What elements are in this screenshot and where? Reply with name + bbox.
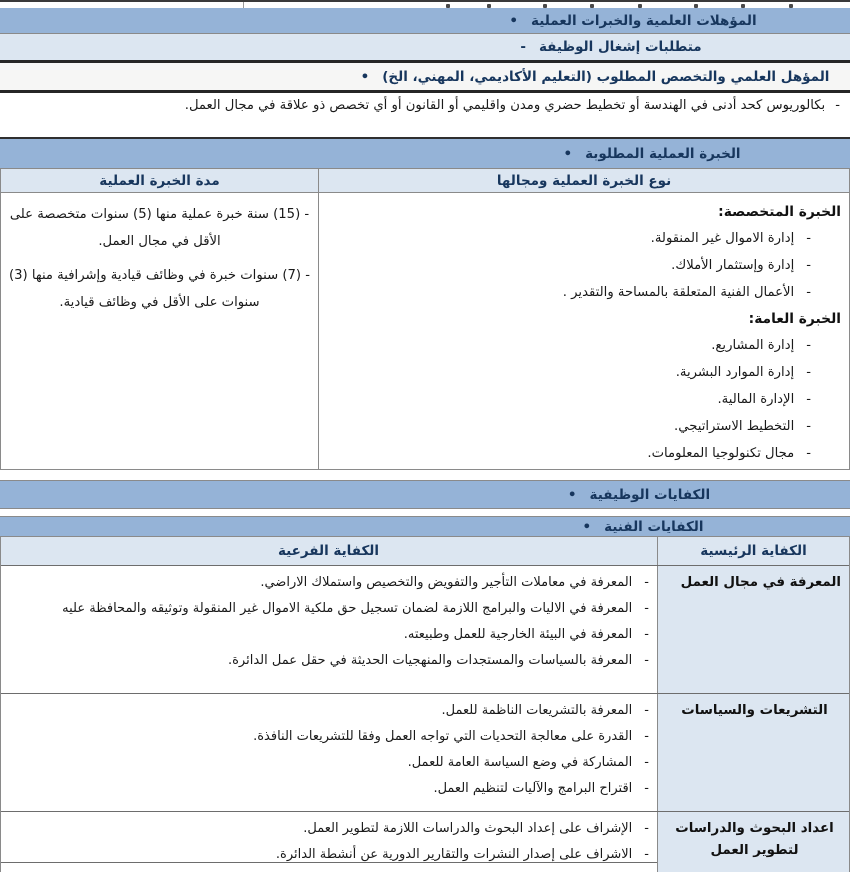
experience-table-body	[1, 193, 849, 470]
list-item-text: إدارة المشاريع.	[711, 338, 795, 353]
list-item	[327, 225, 841, 252]
competencies-table-header	[1, 537, 849, 566]
bullet-icon: •	[582, 518, 592, 535]
list-item-text: المعرفة في معاملات التأجير والتفويض والتخصيص واستملاك الاراضي.	[260, 575, 633, 590]
dash-icon: -	[806, 392, 811, 407]
section-header-qualifications-label: المؤهلات العلمية والخبرات العملية	[531, 12, 757, 29]
main-competency-cell: المعرفة في مجال العمل	[657, 566, 849, 693]
list-item-text: الإشراف على إعداد البحوث والدراسات اللازمة لتطوير العمل.	[303, 821, 633, 836]
section-header-functional-competencies	[0, 480, 850, 509]
section-header-practical-experience-label: الخبرة العملية المطلوبة	[585, 145, 741, 162]
list-item	[327, 332, 841, 359]
section-header-academic-qualification	[0, 63, 850, 90]
dash-icon: -	[644, 729, 649, 744]
duration-item: - (7) سنوات خبرة في وظائف قيادية وإشرافية منها (3) سنوات على الأقل في وظائف قيادية.	[7, 262, 312, 316]
list-item-text: المعرفة في الاليات والبرامج اللازمة لضمان تسجيل حق ملكية الاموال غير المنقولة وتوثيقه والمحافظة عليه	[62, 601, 633, 616]
section-header-functional-competencies-label: الكفايات الوظيفية	[589, 486, 711, 503]
dash-icon: -	[520, 39, 526, 55]
bullet-icon: •	[567, 486, 577, 503]
list-item	[6, 570, 649, 596]
competencies-table	[0, 537, 850, 872]
list-item	[327, 359, 841, 386]
experience-duration-cell	[1, 193, 318, 469]
dash-icon: -	[806, 285, 811, 300]
dash-icon: -	[644, 847, 649, 862]
list-item	[327, 440, 841, 467]
table-row	[1, 694, 849, 812]
bullet-icon: •	[509, 12, 519, 29]
list-item	[327, 413, 841, 440]
row-spacer	[0, 470, 850, 480]
list-item-text: اقتراح البرامج والآليات لتنظيم العمل.	[433, 781, 633, 796]
sub-competency-cell	[0, 812, 657, 868]
table-row	[1, 812, 849, 863]
list-item-text: القدرة على معالجة التحديات التي تواجه العمل وفقا للتشريعات النافذة.	[253, 729, 633, 744]
table-row	[1, 566, 849, 694]
dash-icon: -	[644, 601, 649, 616]
bullet-icon: •	[563, 145, 573, 162]
section-header-job-requirements	[0, 34, 850, 60]
sub-competency-cell-partial	[0, 863, 657, 872]
experience-duration-header: مدة الخبرة العملية	[99, 172, 220, 189]
list-item	[6, 816, 649, 842]
experience-type-cell	[318, 193, 849, 469]
dash-icon: -	[644, 703, 649, 718]
list-item	[6, 776, 649, 802]
bullet-icon: •	[360, 68, 370, 85]
list-item	[327, 279, 841, 306]
experience-type-header: نوع الخبرة العملية ومجالها	[318, 169, 849, 192]
dash-icon: -	[644, 821, 649, 836]
list-item-text: الإدارة المالية.	[717, 392, 795, 407]
section-header-practical-experience	[0, 137, 850, 169]
specialized-experience-list	[327, 225, 841, 306]
main-competency-cell-partial	[657, 863, 849, 872]
row-spacer	[0, 509, 850, 516]
section-header-qualifications	[0, 8, 850, 34]
sub-competency-cell	[0, 694, 657, 811]
section-header-academic-qualification-label: المؤهل العلمي والتخصص المطلوب (التعليم الأكاديمي، المهني، الخ)	[382, 68, 830, 85]
list-item-text: التخطيط الاستراتيجي.	[674, 419, 795, 434]
dash-icon: -	[644, 653, 649, 668]
main-competency-header: الكفاية الرئيسية	[657, 537, 849, 565]
list-item-text: إدارة وإستثمار الأملاك.	[671, 258, 795, 273]
list-item	[6, 596, 649, 622]
list-item	[327, 386, 841, 413]
list-item	[6, 750, 649, 776]
experience-table-header	[1, 169, 849, 193]
dash-icon: -	[835, 98, 840, 113]
dash-icon: -	[644, 755, 649, 770]
list-item-text: الاشراف على إصدار النشرات والتقارير الدورية عن أنشطة الدائرة.	[275, 847, 633, 862]
dash-icon: -	[806, 419, 811, 434]
dash-icon: -	[806, 231, 811, 246]
dash-icon: -	[806, 338, 811, 353]
main-competency-cell: التشريعات والسياسات	[657, 694, 849, 811]
clipped-previous-row	[0, 0, 850, 8]
section-header-technical-competencies	[0, 516, 850, 537]
list-item	[6, 724, 649, 750]
clipped-next-row	[1, 863, 849, 872]
experience-table	[0, 169, 850, 470]
list-item-text: إدارة الاموال غير المنقولة.	[650, 231, 795, 246]
dash-icon: -	[644, 781, 649, 796]
list-item	[6, 698, 649, 724]
duration-item: - (15) سنة خبرة عملية منها (5) سنوات متخصصة على الأقل في مجال العمل.	[7, 201, 312, 255]
dash-icon: -	[806, 258, 811, 273]
qualification-paragraph	[0, 93, 850, 137]
list-item-text: الأعمال الفنية المتعلقة بالمساحة والتقدير .	[562, 285, 795, 300]
list-item	[327, 252, 841, 279]
dash-icon: -	[806, 446, 811, 461]
general-experience-heading: الخبرة العامة:	[748, 311, 841, 327]
list-item	[6, 622, 649, 648]
qualification-text: بكالوريوس كحد أدنى في الهندسة أو تخطيط حضري ومدن واقليمي أو القانون أو أي تخصص ذو علاقة في مجال العمل.	[184, 98, 826, 113]
dash-icon: -	[806, 365, 811, 380]
list-item	[6, 648, 649, 674]
list-item-text: المعرفة في البيئة الخارجية للعمل وطبيعته.	[403, 627, 633, 642]
list-item-text: المشاركة في وضع السياسة العامة للعمل.	[407, 755, 633, 770]
list-item-text: إدارة الموارد البشرية.	[675, 365, 795, 380]
sub-competency-cell	[0, 566, 657, 693]
list-item-text: المعرفة بالتشريعات الناظمة للعمل.	[441, 703, 633, 718]
general-experience-list	[327, 332, 841, 467]
specialized-experience-heading: الخبرة المتخصصة:	[718, 204, 841, 220]
sub-competency-header: الكفاية الفرعية	[277, 543, 380, 559]
list-item-text: المعرفة بالسياسات والمستجدات والمنهجيات الحديثة في حقل عمل الدائرة.	[227, 653, 633, 668]
dash-icon: -	[644, 627, 649, 642]
section-header-job-requirements-label: متطلبات إشغال الوظيفة	[538, 39, 702, 55]
dash-icon: -	[644, 575, 649, 590]
list-item-text: مجال تكنولوجيا المعلومات.	[647, 446, 795, 461]
main-competency-cell: اعداد البحوث والدراسات لتطوير العمل	[657, 812, 849, 868]
section-header-technical-competencies-label: الكفايات الفنية	[604, 518, 704, 535]
